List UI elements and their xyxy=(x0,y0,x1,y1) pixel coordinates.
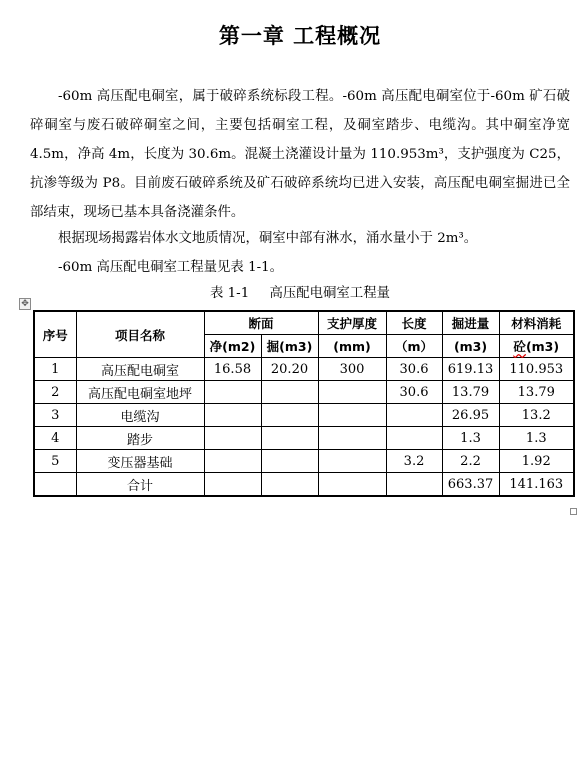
table-header-row xyxy=(34,311,574,335)
total-progress: 663.37 xyxy=(442,473,499,497)
cell-length xyxy=(386,404,442,427)
cell-support xyxy=(318,404,386,427)
header-material-2b: (m3) xyxy=(525,339,560,354)
table-total-row xyxy=(34,473,574,497)
cell-support xyxy=(318,473,386,497)
cell-seq: 1 xyxy=(34,358,76,381)
cell-excav xyxy=(261,450,318,473)
cell-material: 13.2 xyxy=(499,404,574,427)
cell-seq xyxy=(34,473,76,497)
header-support-1: 支护厚度 xyxy=(318,311,386,335)
table-caption-number: 表 1-1 xyxy=(210,286,250,301)
move-cross-icon[interactable]: ✥ xyxy=(19,298,31,310)
paragraph-overview: -60m 高压配电硐室，属于破碎系统标段工程。-60m 高压配电硐室位于-60m 矿石破碎硐室与废石破碎硐室之间，主要包括硐室工程，及硐室踏步、电缆沟。其中硐室净宽 4.5m，净高 4m，长度为 30.6m。混凝土浇灌设计量为 110.953m³，支护强度为 C25，抗渗等级为 P8。目前废石破碎系统及矿石破碎系统均已进入安装，高压配电硐室掘进已全部结束，现场已基本具备浇灌条件。 xyxy=(30,89,570,220)
cell-material: 1.3 xyxy=(499,427,574,450)
cell-name: 高压配电硐室地坪 xyxy=(76,381,204,404)
cell-length: 3.2 xyxy=(386,450,442,473)
cell-net: 16.58 xyxy=(204,358,261,381)
cell-seq: 5 xyxy=(34,450,76,473)
cell-length: 30.6 xyxy=(386,381,442,404)
header-seq: 序号 xyxy=(34,311,76,358)
header-support-2: (mm) xyxy=(318,335,386,358)
cell-net xyxy=(204,450,261,473)
table-row xyxy=(34,358,574,381)
paragraph-hydrology: 根据现场揭露岩体水文地质情况，硐室中部有淋水，涌水量小于 2m³。 xyxy=(58,231,478,246)
cell-length xyxy=(386,473,442,497)
cell-material: 13.79 xyxy=(499,381,574,404)
table-row xyxy=(34,381,574,404)
paragraph-table-ref: -60m 高压配电硐室工程量见表 1-1。 xyxy=(58,260,284,275)
cell-progress: 619.13 xyxy=(442,358,499,381)
header-length-2: （m） xyxy=(386,335,442,358)
cell-length: 30.6 xyxy=(386,358,442,381)
cell-seq: 4 xyxy=(34,427,76,450)
cell-name: 变压器基础 xyxy=(76,450,204,473)
cell-progress: 26.95 xyxy=(442,404,499,427)
table-row xyxy=(34,427,574,450)
cell-material: 110.953 xyxy=(499,358,574,381)
cell-material: 1.92 xyxy=(499,450,574,473)
cell-name: 电缆沟 xyxy=(76,404,204,427)
cell-seq: 3 xyxy=(34,404,76,427)
header-material-2a: 砼 xyxy=(513,339,526,354)
cell-excav xyxy=(261,381,318,404)
cell-support xyxy=(318,450,386,473)
table-row xyxy=(34,450,574,473)
cell-excav xyxy=(261,404,318,427)
table-row xyxy=(34,404,574,427)
header-length-1: 长度 xyxy=(386,311,442,335)
cell-progress: 1.3 xyxy=(442,427,499,450)
cell-net xyxy=(204,404,261,427)
cell-name: 踏步 xyxy=(76,427,204,450)
header-excav: 掘(m3) xyxy=(261,335,318,358)
header-section: 断面 xyxy=(204,311,318,335)
cell-length xyxy=(386,427,442,450)
cell-support xyxy=(318,427,386,450)
cell-net xyxy=(204,473,261,497)
quantities-table xyxy=(33,310,575,497)
header-name: 项目名称 xyxy=(76,311,204,358)
cell-progress: 2.2 xyxy=(442,450,499,473)
header-material-2 xyxy=(499,335,574,358)
cell-excav xyxy=(261,473,318,497)
resize-handle-icon[interactable] xyxy=(570,508,577,515)
cell-name: 高压配电硐室 xyxy=(76,358,204,381)
header-material-1: 材料消耗 xyxy=(499,311,574,335)
cell-seq: 2 xyxy=(34,381,76,404)
cell-progress: 13.79 xyxy=(442,381,499,404)
total-label: 合计 xyxy=(76,473,204,497)
header-progress-1: 掘进量 xyxy=(442,311,499,335)
total-material: 141.163 xyxy=(499,473,574,497)
header-net: 净(m2) xyxy=(204,335,261,358)
cell-excav: 20.20 xyxy=(261,358,318,381)
cell-support xyxy=(318,381,386,404)
cell-excav xyxy=(261,427,318,450)
cell-net xyxy=(204,427,261,450)
cell-net xyxy=(204,381,261,404)
cell-support: 300 xyxy=(318,358,386,381)
table-caption-title: 高压配电硐室工程量 xyxy=(269,286,390,301)
header-progress-2: (m3) xyxy=(442,335,499,358)
chapter-heading: 第一章 工程概况 xyxy=(218,24,382,48)
table-caption xyxy=(0,282,586,301)
